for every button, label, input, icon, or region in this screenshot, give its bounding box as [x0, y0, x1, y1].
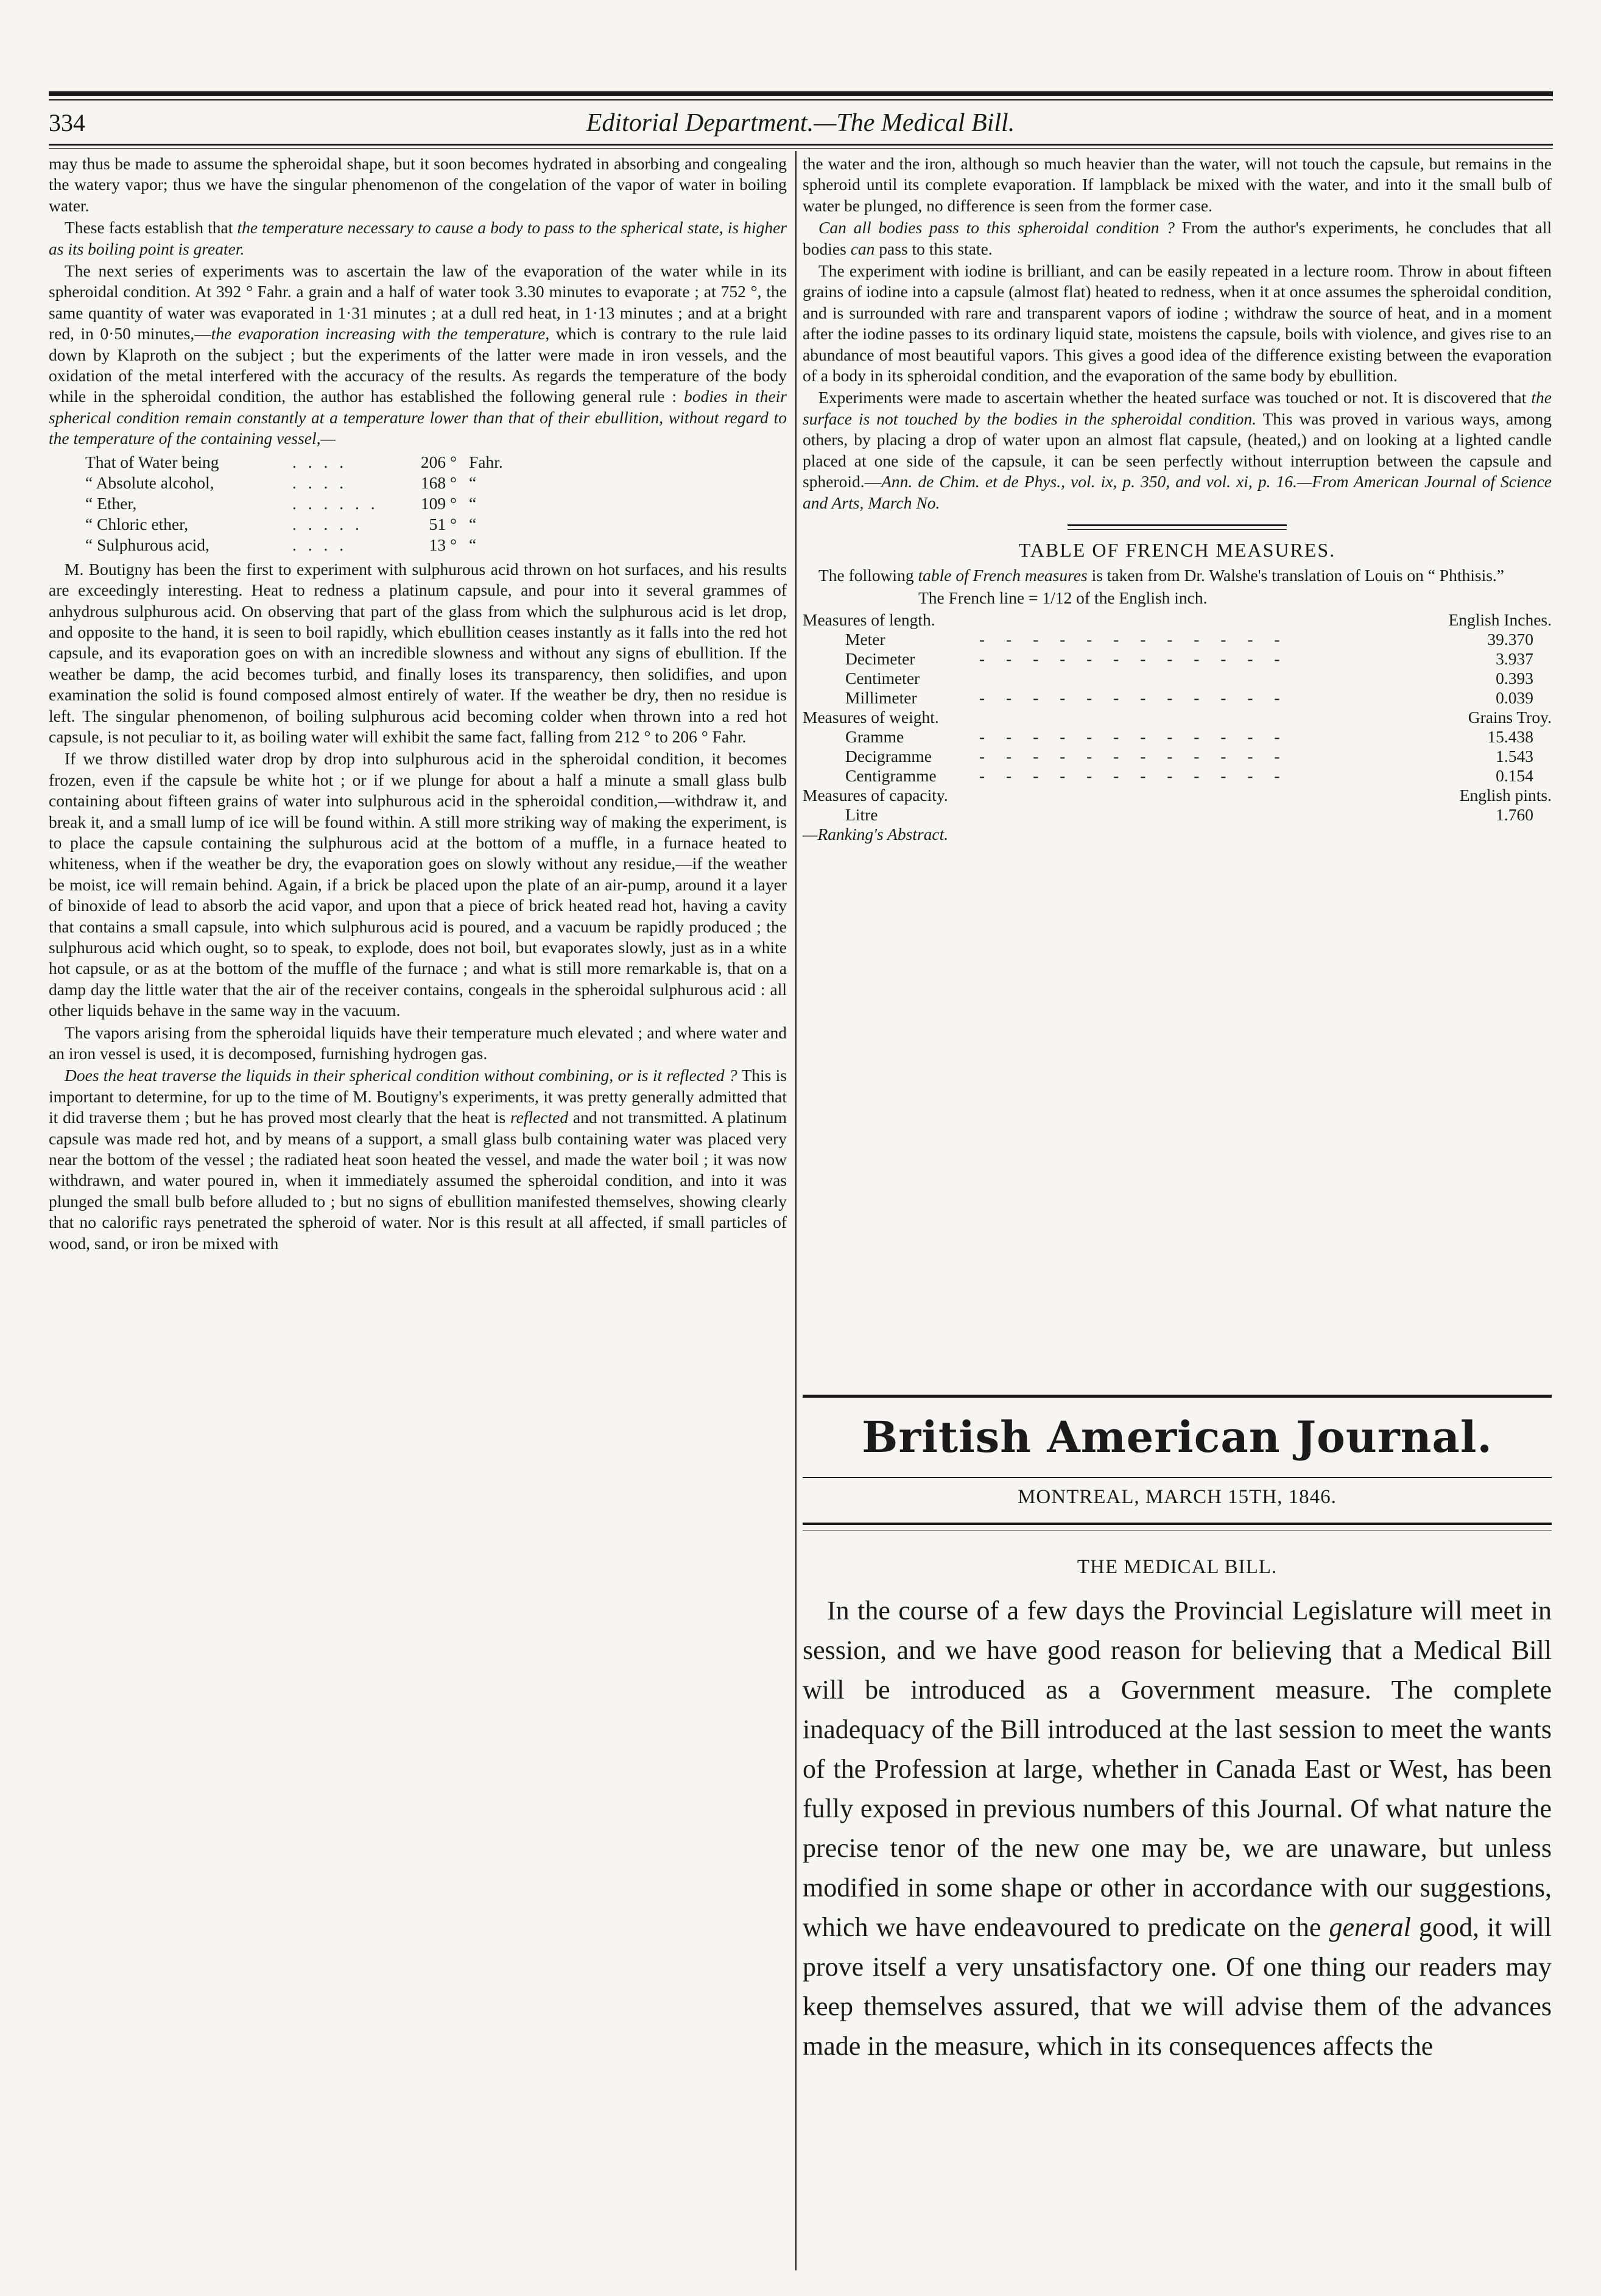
- french-measures-title: TABLE OF FRENCH MEASURES.: [1018, 538, 1336, 561]
- temperature: 13 °: [429, 535, 457, 554]
- measure-row: [803, 746, 1552, 766]
- text: From the author's experiments, he concludes that all bodies: [803, 218, 1552, 258]
- emphasis: Ann. de Chim. et de Phys., vol. ix, p. 350, and vol. xi, p. 16.—From American Journal of Science and Arts, March No.: [803, 472, 1552, 512]
- left-paragraph-7: [49, 1065, 787, 1254]
- text: pass to this state.: [874, 239, 993, 258]
- measure-row: [803, 805, 1552, 824]
- header-rule: [49, 144, 1553, 146]
- french-intro: [803, 565, 1552, 586]
- source-row: [803, 824, 1552, 843]
- section-divider: [1068, 524, 1287, 530]
- left-column: [49, 153, 787, 1255]
- leader: . . . . .: [292, 514, 363, 534]
- unit: Fahr.: [469, 452, 503, 471]
- unit: “: [469, 535, 477, 554]
- left-paragraph-1: may thus be made to assume the spheroidal shape, but it soon becomes hydrated in absorbing and congealing the watery vapor; thus we have the singular phenomenon of the congelation of the vapor of water in boiling water.: [49, 154, 787, 215]
- measure-name: Gramme: [845, 727, 904, 747]
- temperature: 51 °: [429, 514, 457, 534]
- temperature-row: [49, 514, 787, 535]
- right-column: [803, 153, 1552, 843]
- leader: . . . .: [292, 473, 348, 492]
- category-row: [803, 610, 1552, 629]
- text: The following: [818, 566, 918, 585]
- emphasis: the surface is not touched by the bodies in the spheroidal condition.: [803, 388, 1552, 428]
- left-paragraph-5: If we throw distilled water drop by drop into sulphurous acid in the spheroidal condition, it becomes frozen, even if the capsule be white hot ; or if we plunge for about a half a minute a small glass bulb containing about fifteen grains of water into sulphurous acid in the spheroidal condition,—withdraw it, and break it, and a small lump of ice will be found within. A still more striking way of making the experiment, is to place the capsule containing the sulphurous acid at the bottom of a muffle, in a furnace heated to whiteness, when if the weather be dry, the evaporation goes on slowly without any residue,—if the weather be moist, ice will remain behind. Again, if a brick be placed upon the plate of an air-pump, around it a layer of binoxide of lead to absorb the acid vapor, and upon that a piece of brick heated read hot, having a cavity that contains a small capsule, into which sulphurous acid is poured, and a vacuum be rapidly produced ; the sulphurous acid which ought, so to speak, to explode, does not boil, but evaporates slowly, just as in a white hot capsule, or as at the bottom of the muffle of the furnace ; and what is still more remarkable is, that on a damp day the little water that the air of the receiver contains, congeals in the spheroidal sulphurous acid : all other liquids behave in the same way in the vacuum.: [49, 749, 787, 1020]
- left-paragraph-3: [49, 261, 787, 449]
- dateline-rule-thick: [803, 1523, 1552, 1525]
- leader: - - - - - - - - - - - -: [979, 649, 1289, 669]
- text: The next series of experiments was to ascertain the law of the evaporation of the water while in its spheroidal condition. At 392 ° Fahr. a grain and a half of water took 3.30 minutes to evaporate ; at 752 °, the same quantity of water was evaporated in 1·31 minutes ; at a dull red heat, in 1·13 minutes ; and at a bright red, in 0·50 minutes,—: [49, 261, 787, 343]
- category-label: Measures of length.: [803, 610, 935, 630]
- french-line-note: The French line = 1/12 of the English inch.: [918, 588, 1208, 607]
- leader: - - - - - - - - - - - -: [979, 630, 1289, 649]
- column-divider: [795, 151, 797, 2270]
- leader: . . . .: [292, 535, 348, 554]
- dateline: MONTREAL, MARCH 15TH, 1846.: [1018, 1486, 1337, 1508]
- substance: “ Chloric ether,: [85, 514, 189, 534]
- text: This is important to determine, for up to the time of M. Boutigny's experiments, it was pretty generally admitted that it did traverse them ; but he has proved most clearly that the heat is: [49, 1066, 787, 1127]
- measure-name: Centimeter: [845, 669, 920, 688]
- emphasis: the temperature necessary to cause a body to pass to the spherical state, is higher as its boiling point is greater.: [49, 218, 787, 258]
- temperature-row: [49, 473, 787, 493]
- text: which is contrary to the rule laid down by Klaproth on the subject ; but the experiments of the latter were made in iron vessels, and the oxidation of the metal interfered with the accuracy of the results. As regards the temperature of the body while in the spheroidal condition, the author has established the following general rule :: [49, 324, 787, 406]
- measure-value: 0.039: [1496, 688, 1533, 708]
- right-paragraph-4: [803, 387, 1552, 513]
- text: Experiments were made to ascertain whether the heated surface was touched or not. It is discovered that: [818, 388, 1532, 407]
- category-row: [803, 707, 1552, 727]
- right-paragraph-3: The experiment with iodine is brilliant, and can be easily repeated in a lecture room. Throw in about fifteen grains of iodine into a capsule (almost flat) heated to redness, when it at once assumes the spheroidal condition, and is surrounded with rare and transparent vapors of iodine ; withdraw the source of heat, and in a moment after the iodine passes to its ordinary liquid state, moistens the capsule, boils with violence, and gives rise to an abundance of most beautiful vapors. This gives a good idea of the difference existing between the evaporation of a body in its spheroidal condition, and the evaporation of the same body by ebullition.: [803, 261, 1552, 386]
- category-unit: English Inches.: [1448, 610, 1552, 630]
- right-paragraph-1: the water and the iron, although so much heavier than the water, will not touch the capsule, but remains in the spheroid until its complete evaporation. If lampblack be mixed with the water, and into it the small bulb of water be plunged, no difference is seen from the former case.: [803, 154, 1552, 215]
- substance: “ Ether,: [85, 493, 137, 513]
- category-row: [803, 785, 1552, 805]
- measure-value: 1.760: [1496, 805, 1533, 825]
- temperature: 168 °: [420, 473, 457, 492]
- measure-name: Decimeter: [845, 649, 915, 669]
- category-label: Measures of capacity.: [803, 786, 948, 805]
- emphasis: Can all bodies pass to this spheroidal condition ?: [818, 218, 1175, 238]
- right-paragraph-2: [803, 217, 1552, 259]
- substance: “ Sulphurous acid,: [85, 535, 209, 554]
- leader: - - - - - - - - - - - -: [979, 727, 1289, 747]
- top-rule-thick: [49, 91, 1553, 96]
- medical-bill-paragraph: [803, 1591, 1552, 2066]
- substance: That of Water being: [85, 452, 219, 471]
- medical-bill-article: [803, 1591, 1552, 2066]
- temperature: 206 °: [420, 452, 457, 471]
- running-title: Editorial Department.—The Medical Bill.: [586, 109, 1015, 137]
- measure-row: [803, 766, 1552, 785]
- left-paragraph-6: The vapors arising from the spheroidal liquids have their temperature much elevated ; and where water and an iron vessel is used, it is decomposed, furnishing hydrogen gas.: [49, 1023, 787, 1063]
- leader: - - - - - - - - - - - -: [979, 747, 1289, 766]
- measure-value: 15.438: [1487, 727, 1533, 747]
- category-label: Measures of weight.: [803, 708, 939, 727]
- header-rule-thin: [49, 148, 1553, 149]
- category-unit: Grains Troy.: [1468, 708, 1552, 727]
- text: is taken from Dr. Walshe's translation of Louis on “ Phthisis.”: [1087, 566, 1505, 585]
- measure-name: Millimeter: [845, 688, 917, 708]
- emphasis: bodies in their spherical condition remain constantly at a temperature lower than that of their ebullition, without regard to the temperature of the containing vessel,—: [49, 387, 787, 448]
- medical-bill-heading: THE MEDICAL BILL.: [1077, 1556, 1278, 1578]
- unit: “: [469, 473, 477, 492]
- emphasis: reflected: [510, 1108, 569, 1127]
- text: These facts establish that: [65, 218, 238, 238]
- substance: “ Absolute alcohol,: [85, 473, 214, 492]
- temperature-row: [49, 493, 787, 514]
- left-paragraph-4: M. Boutigny has been the first to experiment with sulphurous acid thrown on hot surfaces, and his results are exceedingly interesting. Heat to redness a platinum capsule, and pour into it several grammes of anhydrous sulphurous acid. On observing that part of the glass from which the sulphurous acid is let drop, and opposite to the hand, it is seen to boil rapidly, which ebullition ceases instantly as it falls into the red hot capsule, and its evaporation goes on with an incredible slowness and without any signs of ebullition. If the weather be damp, the acid becomes turbid, and finally loses its transparency, then solidifies, and upon examination the solid is found composed almost entirely of water. If the weather be dry, then no residue is left. The singular phenomenon, of boiling sulphurous acid becoming colder when thrown into a red hot capsule, is not peculiar to it, as boiling water will exhibit the same fact, falling from 212 ° to 206 ° Fahr.: [49, 559, 787, 746]
- text: In the course of a few days the Provincial Legislature will meet in session, and we have good reason for believing that a Medical Bill will be introduced as a Government measure. The complete inadequacy of the Bill introduced at the last session to meet the wants of the Profession at large, whether in Canada East or West, has been fully exposed in previous numbers of this Journal. Of what nature the precise tenor of the new one may be, we are unaware, but unless modified in some shape or other in accordance with our suggestions, which we have endeavoured to predicate on the: [803, 1596, 1552, 1942]
- unit: “: [469, 493, 477, 513]
- french-measures-table: [803, 610, 1552, 843]
- text: good, it will prove itself a very unsatisfactory one. Of one thing our readers may keep themselves assured, that we will advise them of the advances made in the measure, which in its consequences affects the: [803, 1912, 1552, 2061]
- measure-row: [803, 649, 1552, 668]
- table-source: —Ranking's Abstract.: [803, 825, 949, 844]
- boiling-temperature-table: [49, 452, 787, 555]
- temperature: 109 °: [420, 493, 457, 513]
- emphasis: can: [850, 239, 875, 258]
- leader: - - - - - - - - - - - -: [979, 766, 1289, 786]
- measure-row: [803, 688, 1552, 707]
- leader: - - - - - - - - - - - -: [979, 688, 1289, 708]
- measure-value: 1.543: [1496, 747, 1533, 766]
- temperature-row: [49, 535, 787, 555]
- measure-name: Meter: [845, 630, 885, 649]
- unit: “: [469, 514, 477, 534]
- measure-name: Centigramme: [845, 766, 937, 786]
- emphasis: general: [1329, 1912, 1411, 1942]
- emphasis: table of French measures: [918, 566, 1088, 585]
- measure-row: [803, 668, 1552, 688]
- left-paragraph-2: [49, 217, 787, 259]
- emphasis: Does the heat traverse the liquids in their spherical condition without combining, or is it reflected ?: [65, 1066, 737, 1085]
- measure-value: 0.393: [1496, 669, 1533, 688]
- measure-name: Decigramme: [845, 747, 932, 766]
- masthead-rule-top: [803, 1395, 1552, 1398]
- top-rule-thin: [49, 99, 1553, 100]
- journal-masthead: British American Journal.: [862, 1412, 1493, 1462]
- measure-value: 39.370: [1487, 630, 1533, 649]
- category-unit: English pints.: [1459, 786, 1552, 805]
- temperature-row: [49, 452, 787, 473]
- measure-value: 0.154: [1496, 766, 1533, 786]
- measure-value: 3.937: [1496, 649, 1533, 669]
- measure-name: Litre: [845, 805, 878, 825]
- text: and not transmitted. A platinum capsule was made red hot, and by means of a support, a small glass bulb containing water was placed very near the bottom of the vessel ; the radiated heat soon heated the vessel, and made the water boil ; it was now withdrawn, and water poured in, when it immediately assumed the spheroidal condition, and into it was plunged the small bulb before alluded to ; but no signs of ebullition manifested themselves, showing clearly that no calorific rays penetrated the spheroid of water. Nor is this result at all affected, if small particles of wood, sand, or iron be mixed with: [49, 1108, 787, 1253]
- page-number: 334: [49, 109, 85, 136]
- leader: . . . .: [292, 452, 348, 471]
- measure-row: [803, 629, 1552, 649]
- leader: . . . . . .: [292, 493, 379, 513]
- emphasis: the evaporation increasing with the temperature,: [211, 324, 550, 343]
- masthead-rule-bottom: [803, 1477, 1552, 1478]
- text: This was proved in various ways, among others, by placing a drop of water upon an almost flat capsule, (heated,) and on looking at a lighted candle placed at one side of the capsule, it can be seen perfectly without interruption between the capsule and spheroid.—: [803, 409, 1552, 491]
- measure-row: [803, 727, 1552, 746]
